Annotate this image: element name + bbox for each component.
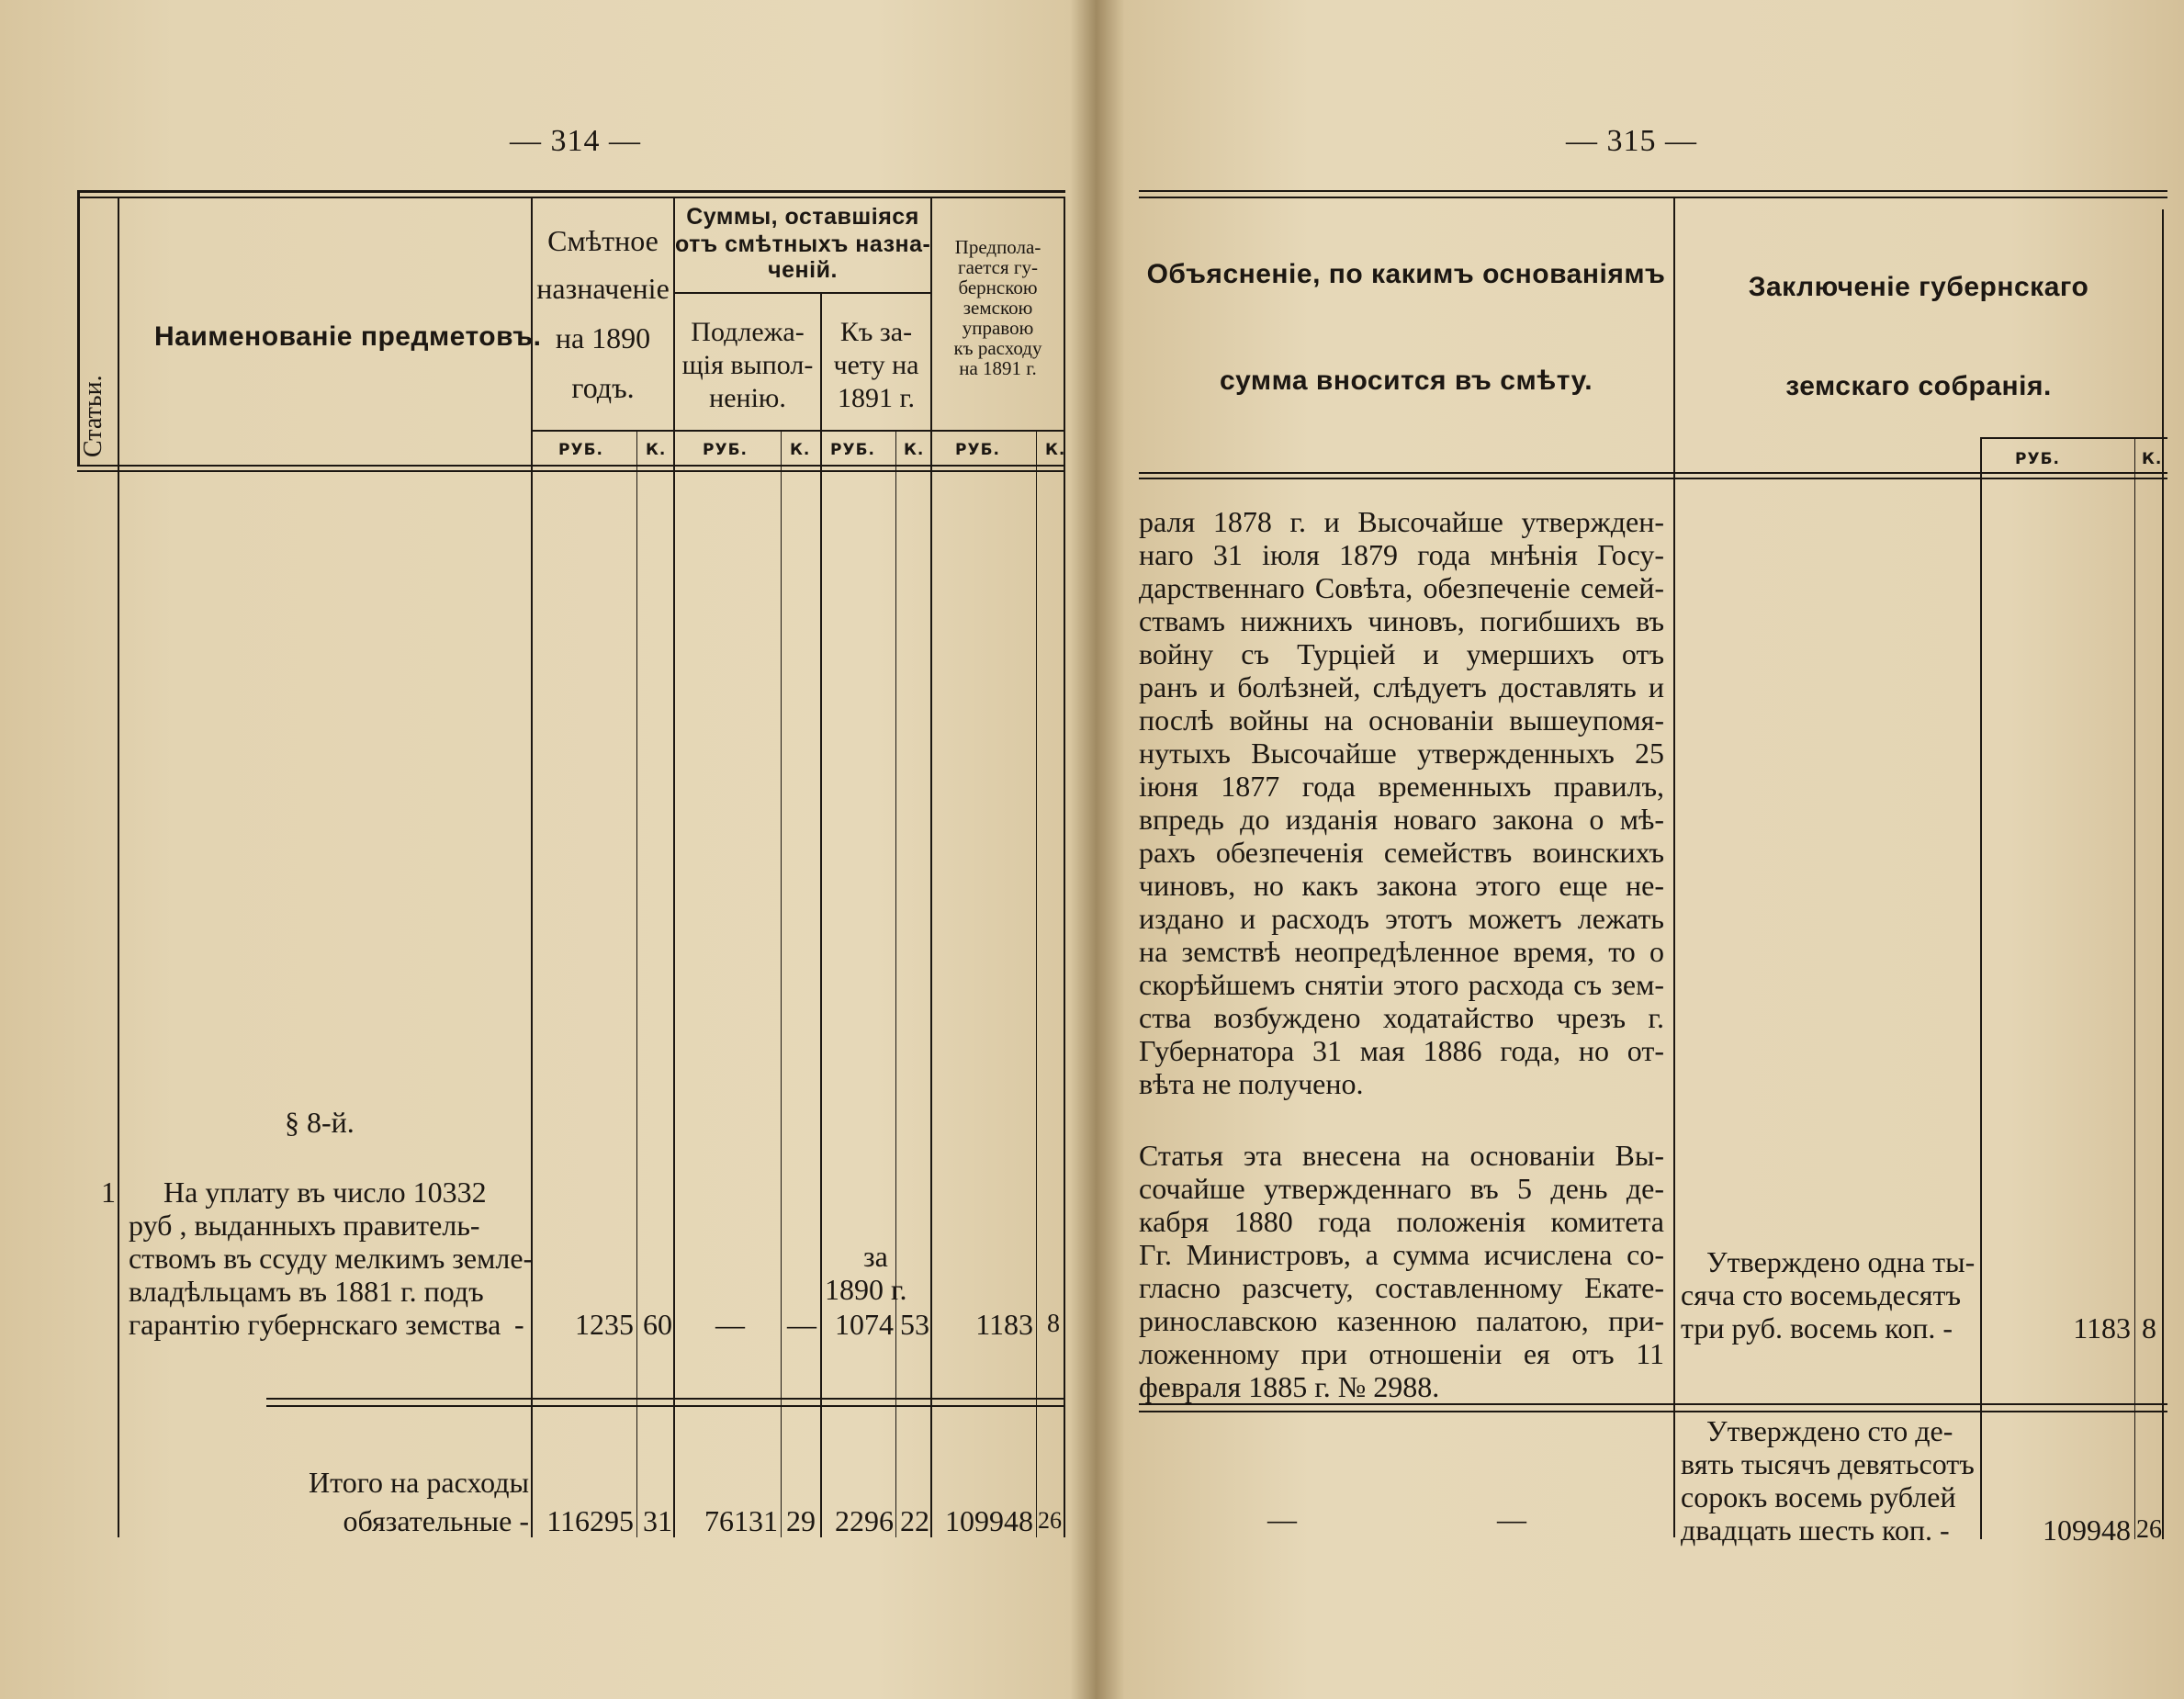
explanation-line: ложенному при отношеніи ея отъ 11	[1139, 1337, 1664, 1370]
row-number: 1	[101, 1176, 116, 1209]
unit-rub: РУБ.	[830, 441, 875, 459]
header-estimate-l3: на 1890	[555, 321, 651, 354]
header-explanation-l2: сумма вносится въ смѣту.	[1219, 366, 1593, 396]
to-credit-note-l1: за	[863, 1240, 888, 1273]
conclusion-2-l4: двадцать шесть коп. -	[1681, 1513, 1950, 1547]
row-text-l1: На уплату въ число 10332	[163, 1176, 487, 1209]
explanation-line: впредь до изданія новаго закона о мѣ-	[1139, 803, 1664, 836]
sub-header-rule	[673, 292, 930, 294]
total-label-l2: обязательные -	[343, 1504, 529, 1537]
header-to-execute-l2: щія выпол-	[681, 350, 814, 380]
total-label-l1: Итого на расходы	[309, 1466, 529, 1499]
explanation-line: чиновъ, но какъ закона этого еще не-	[1139, 869, 1664, 902]
total-to-execute-kop: 29	[786, 1504, 816, 1537]
total-rule-2	[1139, 1411, 2167, 1412]
table-top-rule	[77, 190, 1065, 193]
header-to-credit-l2: чету на	[833, 350, 919, 380]
total-rule-2	[266, 1405, 1065, 1407]
header-estimate-l2: назначеніе	[536, 272, 670, 305]
header-remaining-l2: отъ смѣтныхъ назна-	[675, 231, 931, 257]
explanation-line: сочайше утвержденнаго въ 5 день де-	[1139, 1172, 1664, 1205]
header-proposed-l6: къ расходу	[953, 337, 1042, 359]
explanation-line: ства возбуждено ходатайство чрезъ г.	[1139, 1001, 1664, 1034]
header-bottom-rule	[1139, 472, 2167, 474]
header-item-name: Наименованіе предметовъ.	[154, 321, 542, 352]
explanation-line: Губернатора 31 мая 1886 года, но от-	[1139, 1034, 1664, 1067]
table-top-rule-2	[1139, 197, 2167, 198]
row-text-l5: гарантію губернскаго земства	[129, 1308, 501, 1341]
header-proposed-l3: бернскою	[958, 276, 1038, 298]
header-to-execute-l1: Подлежа-	[691, 317, 805, 347]
unit-rub: РУБ.	[2015, 450, 2060, 468]
col-line-3	[2162, 209, 2164, 1539]
unit-rub: РУБ.	[955, 441, 1000, 459]
header-remaining-l3: ченій.	[768, 257, 838, 283]
header-proposed-l2: гается гу-	[957, 256, 1039, 278]
row-text-l3: ствомъ въ ссуду мелкимъ земле-	[129, 1242, 534, 1275]
header-conclusion-l2: земскаго собранія.	[1785, 371, 2052, 401]
header-proposed-l7: на 1891 г.	[959, 357, 1037, 379]
kop-line-2	[781, 430, 782, 1537]
kop-line-4	[1036, 430, 1037, 1537]
total-proposed-rub: 109948	[945, 1504, 1033, 1537]
unit-kop: К.	[646, 441, 667, 459]
right-page	[1093, 0, 2184, 1699]
explanation-line: войну съ Турціей и умершихъ отъ	[1139, 637, 1664, 670]
unit-rub: РУБ.	[703, 441, 748, 459]
conclusion-1-rub: 1183	[2073, 1311, 2131, 1345]
header-to-credit-l3: 1891 г.	[838, 383, 915, 413]
explanation-line: раля 1878 г. и Высочайше утвержден-	[1139, 505, 1664, 538]
estimate-rub: 1235	[575, 1308, 634, 1341]
total-estimate-kop: 31	[643, 1504, 672, 1537]
explanation-line: Статья эта внесена на основаніи Вы-	[1139, 1139, 1664, 1172]
kop-line	[2134, 437, 2135, 1539]
page-number: — 315 —	[1566, 124, 1697, 158]
conclusion-1-l2: сяча сто восемьдесятъ	[1681, 1278, 1962, 1311]
header-remaining-l1: Суммы, оставшіяся	[686, 204, 919, 230]
explanation-line: ствамъ нижнихъ чиновъ, погибшихъ въ	[1139, 604, 1664, 637]
total-to-execute-rub: 76131	[704, 1504, 778, 1537]
to-credit-kop: 53	[900, 1308, 929, 1341]
explanation-line: кабря 1880 года положенія комитета	[1139, 1205, 1664, 1238]
explanation-1-last-line: вѣта не получено.	[1139, 1067, 1364, 1100]
col-line-5	[1064, 197, 1065, 1537]
explanation-line: на земствѣ неопредѣленное время, то о	[1139, 935, 1664, 968]
unit-kop: К.	[790, 441, 811, 459]
conclusion-2-l3: сорокъ восемь рублей	[1681, 1480, 1956, 1513]
conclusion-2-kop: 26	[2136, 1515, 2162, 1544]
conclusion-1-kop: 8	[2142, 1311, 2156, 1345]
unit-kop: К.	[1045, 441, 1066, 459]
header-to-credit-l1: Къ за-	[839, 317, 913, 347]
total-rule	[266, 1398, 1065, 1400]
page-number: — 314 —	[510, 124, 641, 158]
kop-line-3	[895, 430, 896, 1537]
explanation-line: рахъ обезпеченія семействъ воинскихъ	[1139, 836, 1664, 869]
conclusion-2-rub: 109948	[2043, 1513, 2131, 1547]
header-bottom-rule-2	[1139, 478, 2167, 479]
row-text-l4: владѣльцамъ въ 1881 г. подъ	[129, 1275, 484, 1308]
table-top-rule-2	[77, 197, 1065, 198]
total-rule	[1139, 1403, 2167, 1405]
table-top-rule	[1139, 190, 2167, 192]
total-to-credit-rub: 2296	[835, 1504, 894, 1537]
row-text-l2: руб , выданныхъ правитель-	[129, 1209, 480, 1242]
section-heading: § 8-й.	[285, 1106, 355, 1139]
total-proposed-kop: 26	[1038, 1507, 1062, 1534]
to-credit-rub: 1074	[835, 1308, 894, 1341]
header-articles: Статьи.	[79, 375, 107, 457]
header-conclusion-l1: Заключеніе губернскаго	[1748, 272, 2089, 302]
to-execute-rub: —	[715, 1308, 745, 1341]
explanation-line: іюня 1877 года временныхъ правилъ,	[1139, 770, 1664, 803]
col-line-2	[1980, 437, 1982, 1539]
col-line-1	[118, 197, 119, 1537]
dash: -	[514, 1308, 524, 1341]
to-credit-note-l2: 1890 г.	[825, 1273, 907, 1306]
explanation-line: издано и расходъ этотъ можетъ лежать	[1139, 902, 1664, 935]
header-explanation-l1: Объясненіе, по какимъ основаніямъ	[1146, 259, 1666, 289]
col-line-sub	[820, 292, 822, 1537]
header-proposed-l5: управою	[962, 317, 1034, 339]
left-page	[0, 0, 1075, 1699]
kop-line-1	[636, 430, 637, 1537]
explanation-line: дарственнаго Совѣта, обезпеченіе семей-	[1139, 571, 1664, 604]
header-bottom-rule-2	[77, 470, 1065, 472]
unit-kop: К.	[904, 441, 925, 459]
to-execute-kop: —	[787, 1308, 816, 1341]
explanation-line: ринославскою казенною палатою, при-	[1139, 1304, 1664, 1337]
total-dash: —	[1267, 1502, 1297, 1536]
estimate-kop: 60	[643, 1308, 672, 1341]
explanation-line: наго 31 іюля 1879 года мнѣнія Госу-	[1139, 538, 1664, 571]
conclusion-1-l1: Утверждено одна ты-	[1706, 1245, 1976, 1278]
total-to-credit-kop: 22	[900, 1504, 929, 1537]
total-estimate-rub: 116295	[546, 1504, 634, 1537]
explanation-line: скорѣйшемъ снятіи этого расхода съ зем-	[1139, 968, 1664, 1001]
unit-kop: К.	[2142, 450, 2163, 468]
header-bottom-rule	[77, 465, 1065, 467]
explanation-line: гласно разсчету, составленному Екате-	[1139, 1271, 1664, 1304]
units-rule	[1980, 437, 2167, 439]
header-proposed-l4: земскою	[963, 297, 1033, 319]
header-proposed-l1: Предпола-	[954, 236, 1041, 258]
conclusion-2-l1: Утверждено сто де-	[1706, 1414, 1953, 1447]
conclusion-2-l2: вять тысячъ девятьсотъ	[1681, 1447, 1975, 1480]
header-estimate-l1: Смѣтное	[547, 224, 659, 257]
proposed-kop: 8	[1047, 1310, 1060, 1338]
explanation-line: Гг. Министровъ, а сумма исчислена со-	[1139, 1238, 1664, 1271]
proposed-rub: 1183	[975, 1308, 1033, 1341]
header-to-execute-l3: ненію.	[709, 383, 786, 413]
conclusion-1-l3: три руб. восемь коп. -	[1681, 1311, 1953, 1345]
header-estimate-l4: годъ.	[571, 371, 635, 404]
explanation-2-last-line: февраля 1885 г. № 2988.	[1139, 1370, 1440, 1403]
units-rule	[531, 430, 1065, 432]
explanation-line: ранъ и болѣзней, слѣдуетъ доставлять и	[1139, 670, 1664, 703]
explanation-line: послѣ войны на основаніи вышеупомя-	[1139, 703, 1664, 737]
explanation-line: нутыхъ Высочайше утвержденныхъ 25	[1139, 737, 1664, 770]
unit-rub: РУБ.	[558, 441, 603, 459]
total-dash: —	[1497, 1502, 1526, 1536]
